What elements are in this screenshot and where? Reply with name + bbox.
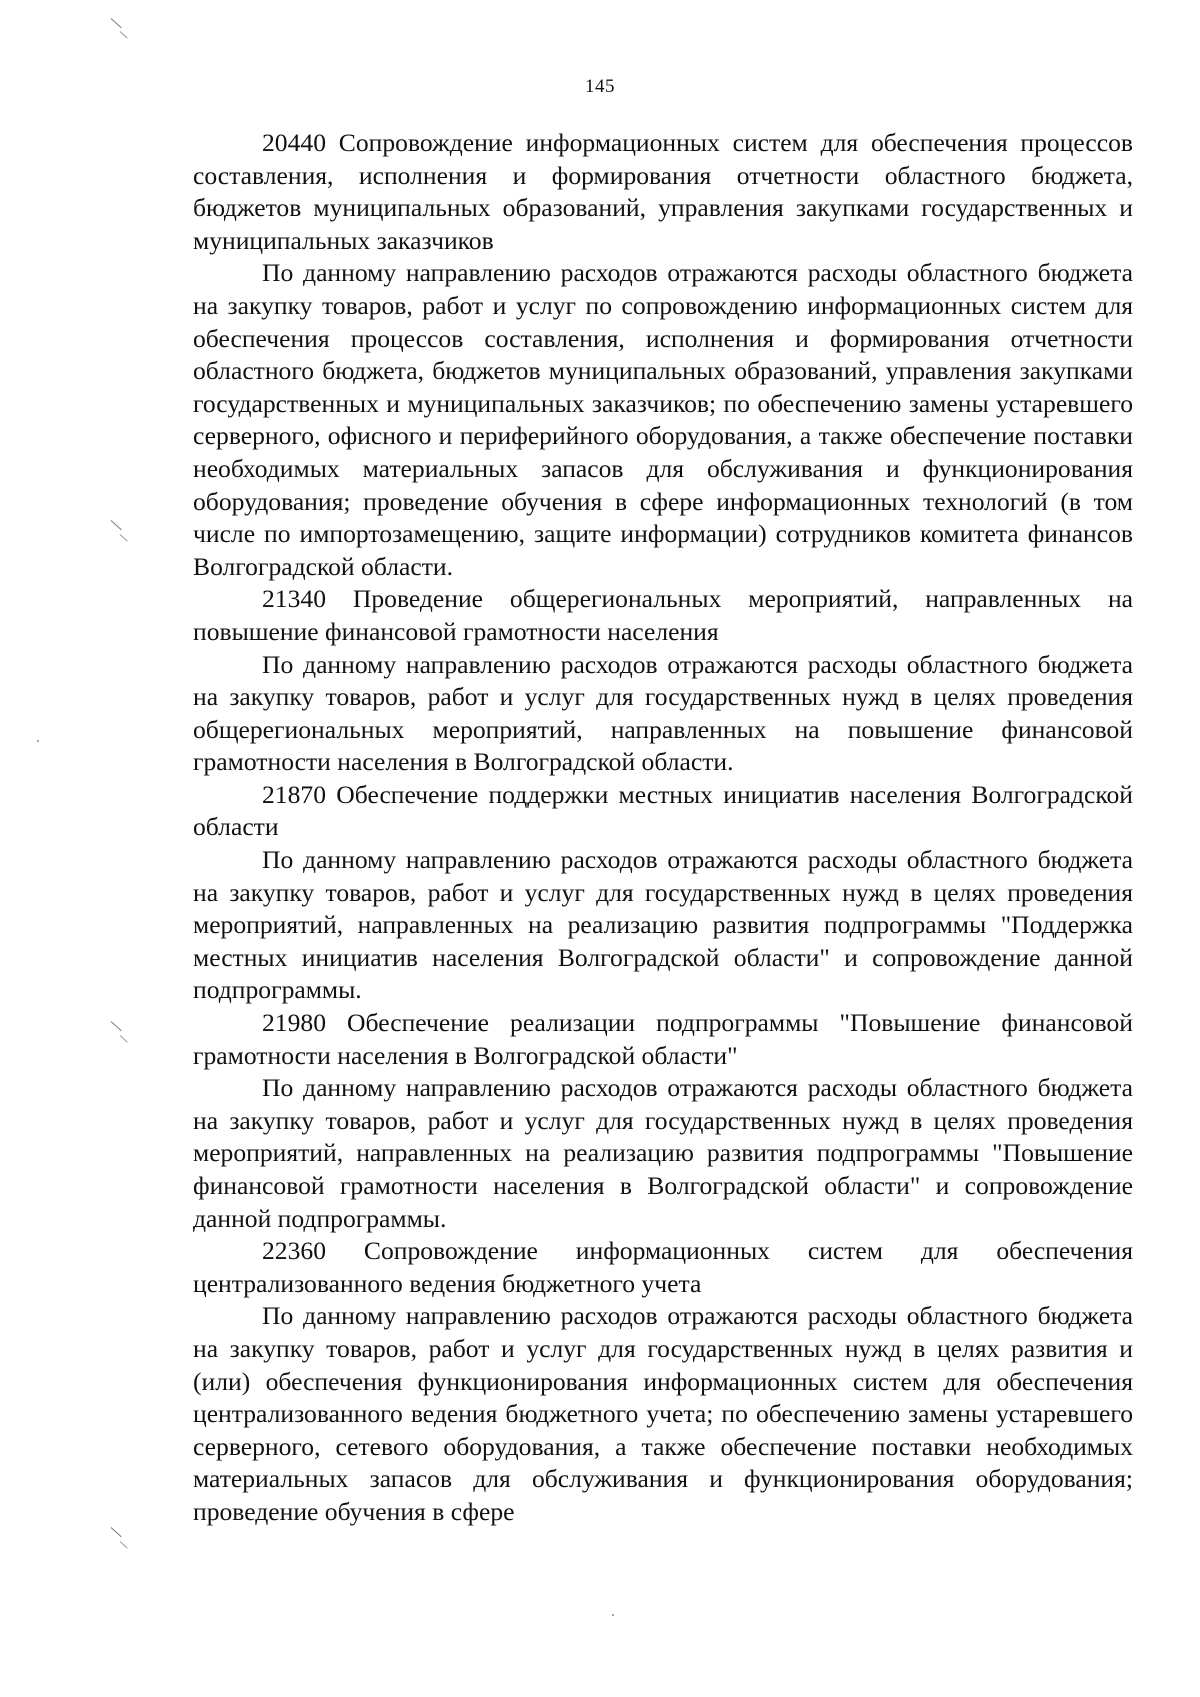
- section-text-21980: По данному направлению расходов отражаются расходы областного бюджета на закупку товаров, работ и услуг для государственных нужд в целях проведения мероприятий, направленных на реализацию развития подпрограммы "Повышение финансовой грамотности населения в Волгоградской области" и сопровождение данной подпрограммы.: [193, 1073, 1133, 1233]
- scan-mark: [120, 1035, 128, 1042]
- section-heading-21340: 21340 Проведение общерегиональных мероприятий, направленных на повышение финансовой грамотности населения: [193, 584, 1133, 646]
- section-heading-21980: 21980 Обеспечение реализации подпрограммы "Повышение финансовой грамотности населения в Волгоградской области": [193, 1008, 1133, 1070]
- section-text-20440: По данному направлению расходов отражаются расходы областного бюджета на закупку товаров, работ и услуг по сопровождению информационных систем для обеспечения процессов составления, исполнения и формирования отчетности областного бюджета, бюджетов муниципальных образований, управления закупками государственных и муниципальных заказчиков; по обеспечению замены устаревшего серверного, офисного и периферийного оборудования, а также обеспечение поставки необходимых материальных запасов для обслуживания и функционирования оборудования; проведение обучения в сфере информационных технологий (в том числе по импортозамещению, защите информации) сотрудников комитета финансов Волгоградской области.: [193, 258, 1133, 581]
- scan-mark: [120, 1541, 128, 1548]
- scan-mark: [120, 534, 128, 541]
- section-text-21340: По данному направлению расходов отражаются расходы областного бюджета на закупку товаров, работ и услуг для государственных нужд в целях проведения общерегиональных мероприятий, направленных на повышение финансовой грамотности населения в Волгоградской области.: [193, 649, 1133, 777]
- page-number: 145: [585, 76, 615, 97]
- scan-mark: [111, 1527, 122, 1537]
- section-heading-21870: 21870 Обеспечение поддержки местных инициатив населения Волгоградской области: [193, 779, 1133, 842]
- section-text-22360: По данному направлению расходов отражаются расходы областного бюджета на закупку товаров, работ и услуг для государственных нужд в целях развития и (или) обеспечения функционирования информационных систем для обеспечения централизованного ведения бюджетного учета; по обеспечению замены устаревшего серверного, сетевого оборудования, а также обеспечение поставки необходимых материальных запасов для обслуживания и функционирования оборудования; проведение обучения в сфере: [193, 1301, 1133, 1526]
- scan-mark: [111, 1021, 122, 1031]
- document-body: [193, 127, 1133, 1529]
- scan-mark: [120, 31, 128, 38]
- scan-mark: [111, 520, 122, 530]
- section-text-21870: По данному направлению расходов отражаются расходы областного бюджета на закупку товаров, работ и услуг для государственных нужд в целях проведения мероприятий, направленных на реализацию развития подпрограммы "Поддержка местных инициатив населения Волгоградской области" и сопровождение данной подпрограммы.: [193, 845, 1133, 1005]
- scan-speck: [37, 740, 39, 742]
- section-heading-22360: 22360 Сопровождение информационных систем для обеспечения централизованного ведения бюджетного учета: [193, 1236, 1133, 1298]
- scan-mark: [111, 18, 122, 28]
- section-heading-20440: 20440 Сопровождение информационных систем для обеспечения процессов составления, исполнения и формирования отчетности областного бюджета, бюджетов муниципальных образований, управления закупками государственных и муниципальных заказчиков: [193, 128, 1133, 255]
- scan-speck: [612, 1614, 614, 1616]
